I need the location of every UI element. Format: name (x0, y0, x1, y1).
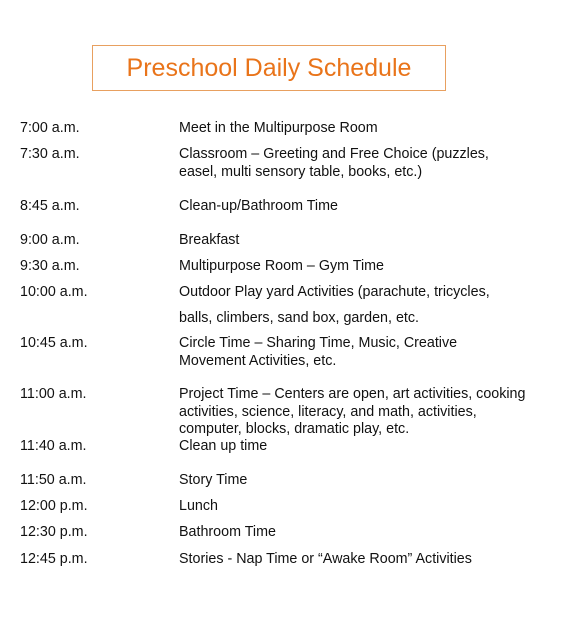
activity-line: Classroom – Greeting and Free Choice (puzzles, (179, 146, 489, 162)
schedule-activity (179, 472, 549, 490)
schedule-activity (179, 120, 549, 138)
activity-line: Breakfast (179, 232, 240, 248)
schedule-time: 11:00 a.m. (20, 386, 87, 402)
schedule-time: 7:30 a.m. (20, 146, 80, 162)
activity-line: Circle Time – Sharing Time, Music, Creative (179, 335, 458, 351)
page-title: Preschool Daily Schedule (126, 53, 412, 82)
schedule-activity (179, 438, 549, 456)
activity-line: Outdoor Play yard Activities (parachute, tricycles, (179, 284, 490, 300)
schedule-activity (179, 498, 549, 516)
activity-line: Clean up time (179, 438, 268, 454)
schedule-time: 9:00 a.m. (20, 232, 80, 248)
activity-line: Project Time – Centers are open, art activities, cooking (179, 386, 526, 402)
activity-line: Multipurpose Room – Gym Time (179, 258, 384, 274)
activity-line: Stories - Nap Time or “Awake Room” Activities (179, 551, 472, 567)
schedule-activity (179, 551, 549, 569)
schedule-activity (179, 146, 549, 181)
activity-line: Movement Activities, etc. (179, 352, 337, 369)
schedule-time: 12:30 p.m. (20, 524, 88, 540)
schedule-activity (179, 258, 549, 276)
activity-line: Story Time (179, 472, 248, 488)
schedule-activity (179, 284, 549, 328)
schedule-time: 7:00 a.m. (20, 120, 80, 136)
schedule-activity (179, 524, 549, 542)
schedule-time: 9:30 a.m. (20, 258, 80, 274)
activity-line: easel, multi sensory table, books, etc.) (179, 163, 423, 180)
schedule-time: 10:00 a.m. (20, 284, 88, 300)
schedule-activity (179, 386, 549, 439)
schedule-time: 12:45 p.m. (20, 551, 88, 567)
activity-line: computer, blocks, dramatic play, etc. (179, 421, 410, 437)
schedule-time: 11:50 a.m. (20, 472, 87, 488)
title-box (92, 45, 446, 91)
schedule-activity (179, 335, 549, 370)
activity-line: Meet in the Multipurpose Room (179, 120, 378, 136)
schedule-activity (179, 198, 549, 216)
schedule-time: 10:45 a.m. (20, 335, 88, 351)
activity-line: Bathroom Time (179, 524, 276, 540)
schedule-time: 8:45 a.m. (20, 198, 80, 214)
schedule-time: 11:40 a.m. (20, 438, 87, 454)
activity-line: balls, climbers, sand box, garden, etc. (179, 310, 419, 326)
activity-line: activities, science, literacy, and math, activities, (179, 403, 477, 420)
schedule-time: 12:00 p.m. (20, 498, 88, 514)
schedule-activity (179, 232, 549, 250)
activity-line: Clean-up/Bathroom Time (179, 198, 338, 214)
activity-line: Lunch (179, 498, 218, 514)
